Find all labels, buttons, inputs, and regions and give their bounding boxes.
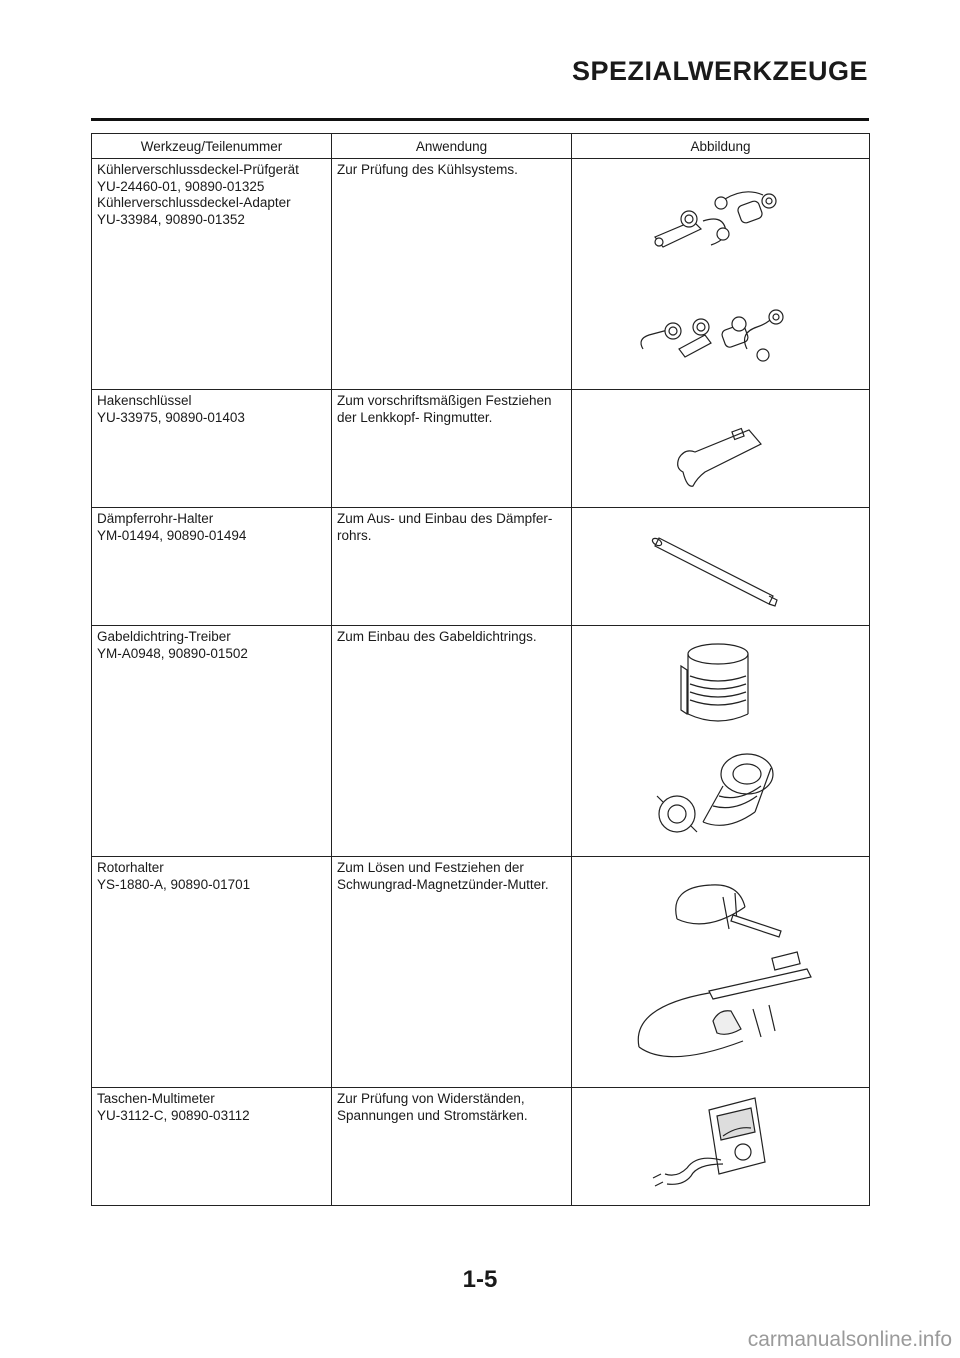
tool-name: Dämpferrohr-Halter YM-01494, 90890-01494 (97, 511, 247, 543)
radiator-cap-tester-icon (573, 159, 869, 387)
column-header: Anwendung (332, 134, 572, 159)
title-rule (91, 118, 869, 121)
fork-seal-driver-icon (573, 626, 869, 854)
table-row (92, 1088, 870, 1206)
damper-rod-holder-icon (573, 508, 869, 622)
column-header: Werkzeug/Teilenummer (92, 134, 332, 159)
pocket-multimeter-icon (573, 1088, 869, 1202)
tool-name: Rotorhalter YS-1880-A, 90890-01701 (97, 860, 251, 892)
page-number: 1-5 (462, 1266, 498, 1293)
tool-table (91, 133, 870, 1206)
column-header: Abbildung (572, 134, 870, 159)
tool-use: Zum vorschriftsmäßigen Festziehen der Lenkkopf- Ringmutter. (337, 393, 552, 425)
tool-name: Gabeldichtring-Treiber YM-A0948, 90890-01502 (97, 629, 248, 661)
tool-name: Hakenschlüssel YU-33975, 90890-01403 (97, 393, 245, 425)
page-title: SPEZIALWERKZEUGE (571, 56, 868, 86)
table-row (92, 390, 870, 508)
tool-name: Kühlerverschlussdeckel-Prüfgerät YU-24460-01, 90890-01325 Kühlerverschlussdeckel-Adapter YU-33984, 90890-01352 (97, 162, 299, 227)
tool-use: Zum Einbau des Gabeldichtrings. (337, 629, 537, 644)
tool-use: Zum Lösen und Festziehen der Schwungrad-Magnetzünder-Mutter. (337, 860, 549, 892)
hook-wrench-icon (573, 390, 869, 504)
watermark: carmanualsonline.info (747, 1328, 952, 1351)
table-row (92, 508, 870, 626)
table-row (92, 159, 870, 390)
table-row (92, 857, 870, 1088)
tool-use: Zum Aus- und Einbau des Dämpfer-rohrs. (337, 511, 553, 543)
table-row (92, 626, 870, 857)
tool-use: Zur Prüfung des Kühlsystems. (337, 162, 518, 177)
table-header-row (92, 134, 870, 159)
rotor-holder-icon (573, 857, 869, 1085)
tool-use: Zur Prüfung von Widerständen, Spannungen und Stromstärken. (337, 1091, 528, 1123)
tool-name: Taschen-Multimeter YU-3112-C, 90890-03112 (97, 1091, 250, 1123)
